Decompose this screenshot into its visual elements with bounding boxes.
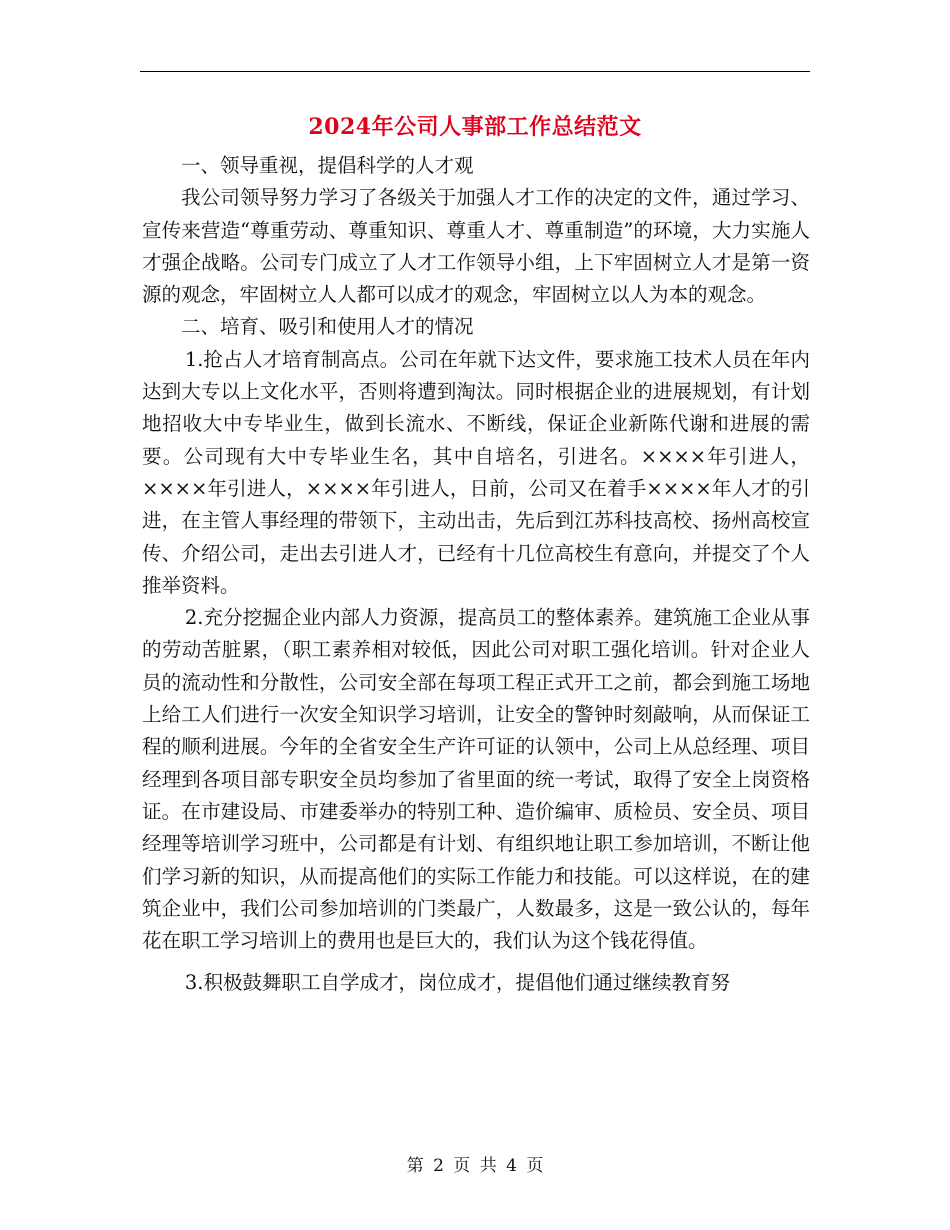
- header-rule: [140, 71, 810, 72]
- paragraph-item-2: 2.充分挖掘企业内部人力资源，提高员工的整体素养。建筑施工企业从事的劳动苦脏累，（职工素养相对较低，因此公司对职工强化培训。针对企业人员的流动性和分散性，公司安全部在每项工程正式开工之前，都会到施工场地上给工人们进行一次安全知识学习培训，让安全的警钟时刻敲响，从而保证工程的顺利进展。今年的全省安全生产许可证的认领中，公司上从总经理、项目经理到各项目部专职安全员均参加了省里面的统一考试，取得了安全上岗资格证。在市建设局、市建委举办的特别工种、造价编审、质检员、安全员、项目经理等培训学习班中，公司都是有计划、有组织地让职工参加培训，不断让他们学习新的知识，从而提高他们的实际工作能力和技能。可以这样说，在的建筑企业中，我们公司参加培训的门类最广，人数最多，这是一致公认的，每年花在职工学习培训上的费用也是巨大的，我们认为这个钱花得值。: [142, 606, 810, 953]
- section-heading-1: 一、领导重视，提倡科学的人才观: [181, 154, 474, 177]
- document-body: [142, 150, 810, 1000]
- paragraph-leadership: 我公司领导努力学习了各级关于加强人才工作的决定的文件，通过学习、宣传来营造“尊重劳动、尊重知识、尊重人才、尊重制造”的环境，大力实施人才强企战略。公司专门成立了人才工作领导小组，上下牢固树立人才是第一资源的观念，牢固树立人人都可以成才的观念，牢固树立以人为本的观念。: [142, 186, 810, 307]
- page-footer: 第 2 页 共 4 页: [406, 1156, 544, 1176]
- paragraph-item-1: 1.抢占人才培育制高点。公司在年就下达文件，要求施工技术人员在年内达到大专以上文化水平，否则将遭到淘汰。同时根据企业的进展规划，有计划地招收大中专毕业生，做到长流水、不断线，保证企业新陈代谢和进展的需要。公司现有大中专毕业生名，其中自培名，引进名。××××年引进人，××××年引进人，××××年引进人，日前，公司又在着手××××年人才的引进，在主管人事经理的带领下，主动出击，先后到江苏科技高校、扬州高校宣传、介绍公司，走出去引进人才，已经有十几位高校生有意向，并提交了个人推举资料。: [142, 347, 810, 597]
- document-title: 2024年公司人事部工作总结范文: [308, 114, 642, 140]
- section-heading-2: 二、培育、吸引和使用人才的情况: [181, 315, 474, 339]
- paragraph-item-3: 3.积极鼓舞职工自学成才，岗位成才，提倡他们通过继续教育努: [184, 971, 730, 995]
